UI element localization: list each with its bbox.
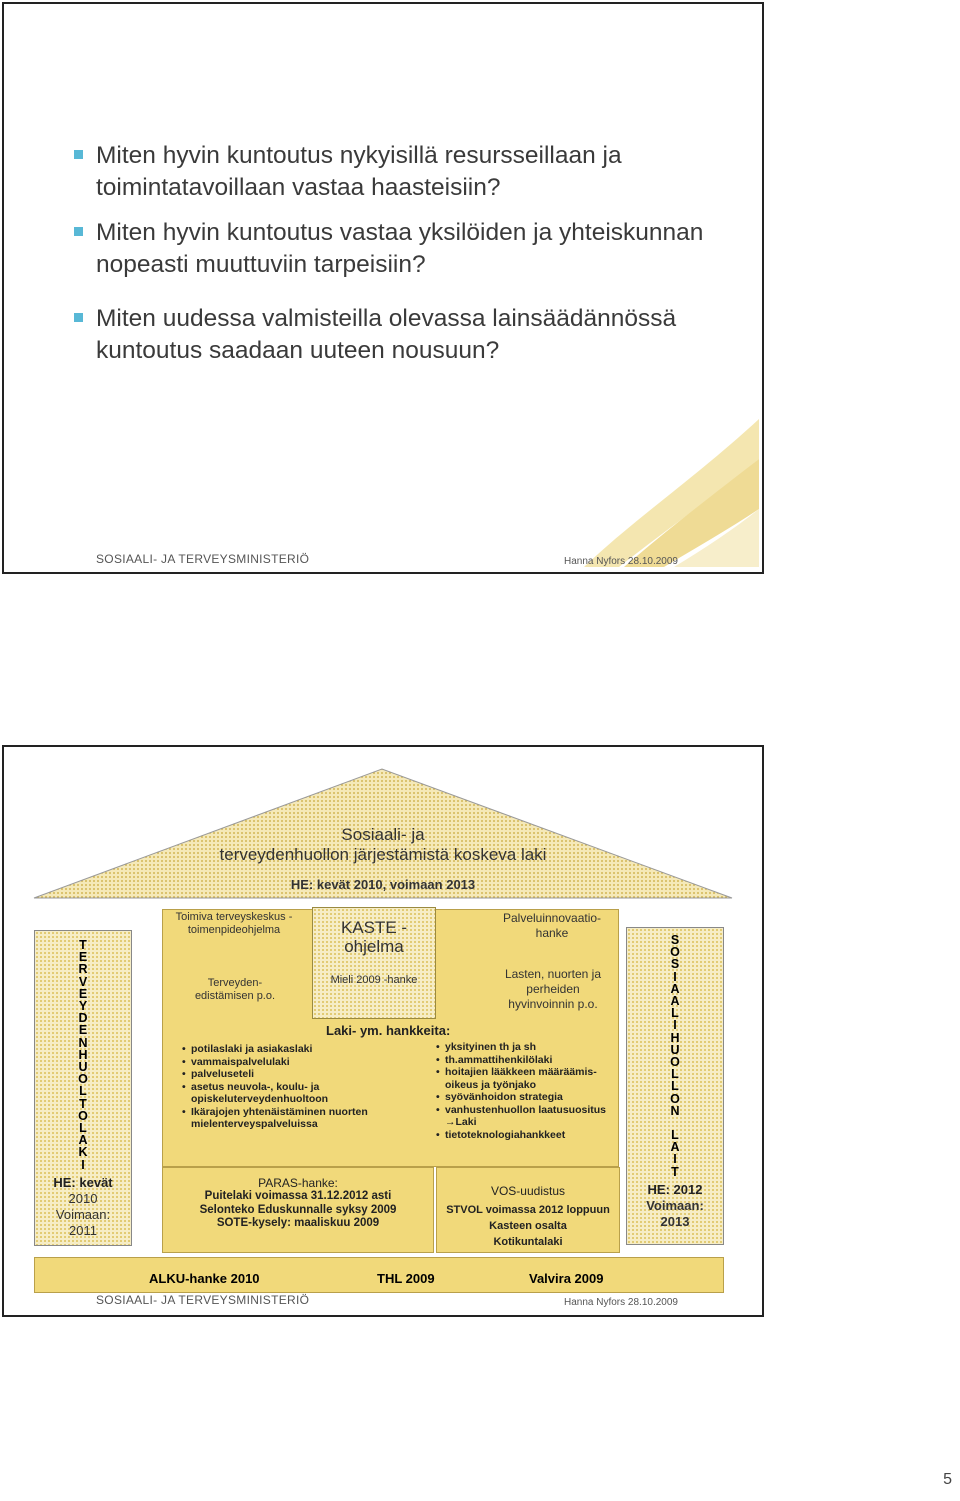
law-list-left (182, 1043, 402, 1131)
roof-subtitle: HE: kevät 2010, voimaan 2013 (290, 877, 476, 892)
list-item: • vanhustenhuollon laatusuositus →Laki (436, 1104, 621, 1129)
kaste-box: KASTE -ohjelma Mieli 2009 -hanke (312, 907, 436, 1019)
square-bullet-icon (74, 227, 83, 236)
law-list-right (436, 1041, 621, 1141)
palveluinnovaatio-label: Palveluinnovaatio-hanke (502, 911, 602, 940)
decorative-swoosh-icon (564, 399, 764, 569)
author-date-footer: Hanna Nyfors 28.10.2009 (564, 556, 678, 567)
pillar-letter: S (670, 933, 680, 947)
pillar-letter: Y (78, 999, 88, 1014)
list-item: • vammaispalvelulaki (182, 1056, 402, 1069)
roof-title: Sosiaali- ja terveydenhuollon järjestämistä koskeva laki (219, 825, 547, 864)
pillar-letter: O (670, 1091, 680, 1106)
text-line: SOTE-kysely: maaliskuu 2009 (216, 1217, 380, 1229)
bullet-item: Miten hyvin kuntoutus nykyisillä resursseillaan ja toimintatavoillaan vastaa haasteisiin? (74, 140, 714, 204)
pillar-letter: O (78, 1108, 88, 1123)
pillar-letter: I (81, 1157, 85, 1172)
pillar-vertical-text (35, 939, 131, 1171)
ministry-footer: SOSIAALI- JA TERVEYSMINISTERIÖ (96, 1293, 310, 1307)
list-item: • palveluseteli (182, 1068, 402, 1081)
text-line: Kasteen osalta (489, 1220, 567, 1232)
text-line: Kotikuntalaki (493, 1236, 563, 1248)
pillar-letter: T (79, 1096, 87, 1111)
list-item: • syövänhoidon strategia (436, 1091, 621, 1104)
pillar-letter: L (671, 1079, 679, 1094)
ministry-footer: SOSIAALI- JA TERVEYSMINISTERIÖ (96, 552, 310, 566)
pillar-letter: H (78, 1047, 88, 1062)
pillar-letter: R (78, 962, 88, 977)
pillar-letter: V (78, 974, 88, 989)
pillar-letter: L (671, 1006, 679, 1021)
pillar-letter: O (78, 1072, 88, 1087)
pillar-letter: I (673, 1152, 677, 1167)
text-line: Puitelaki voimassa 31.12.2012 asti (204, 1190, 392, 1202)
pillar-letter: A (670, 981, 680, 996)
pillar-letter: L (671, 1067, 679, 1082)
pillar-letter: N (78, 1035, 88, 1050)
square-bullet-icon (74, 313, 83, 322)
list-item: • asetus neuvola-, koulu- ja opiskeluterveydenhuoltoon (182, 1081, 402, 1106)
list-item: • hoitajien lääkkeen määräämis-oikeus ja työnjako (436, 1066, 621, 1091)
paras-box: PARAS-hanke: Puitelaki voimassa 31.12.2012 asti Selonteko Eduskunnalle syksy 2009 SOTE-kysely: maaliskuu 2009 (162, 1167, 434, 1253)
pillar-letter: L (79, 1084, 87, 1099)
author-date-footer: Hanna Nyfors 28.10.2009 (564, 1297, 678, 1308)
foundation-bar: ALKU-hanke 2010 THL 2009 Valvira 2009 (34, 1257, 724, 1293)
toimiva-terveyskeskus-label: Toimiva terveyskeskus -toimenpideohjelma (175, 911, 293, 936)
pillar-letter: H (670, 1030, 680, 1045)
pillar-letter: S (670, 957, 680, 972)
pillar-letter: A (670, 994, 680, 1009)
vos-box: VOS-uudistus STVOL voimassa 2012 loppuun Kasteen osalta Kotikuntalaki (436, 1167, 620, 1253)
pillar-letter: K (78, 1145, 88, 1160)
list-item: • Ikärajojen yhtenäistäminen nuorten mielenterveyspalveluissa (182, 1106, 402, 1131)
bullet-item: Miten uudessa valmisteilla olevassa lainsäädännössä kuntoutus saadaan uuteen nousuun? (74, 303, 714, 367)
page-number: 5 (943, 1471, 952, 1488)
slide-2 (2, 745, 764, 1317)
pillar-letter: L (79, 1121, 87, 1136)
bullet-item: Miten hyvin kuntoutus vastaa yksilöiden ja yhteiskunnan nopeasti muuttuviin tarpeisiin? (74, 217, 714, 281)
bullet-list (74, 140, 714, 380)
pillar-letter: T (79, 938, 87, 952)
laki-heading: Laki- ym. hankkeita: (326, 1023, 451, 1038)
pillar-letter: U (78, 1060, 88, 1075)
pillar-letter: E (78, 950, 88, 965)
pillar-letter: N (670, 1103, 680, 1118)
pillar-letter: O (670, 1055, 680, 1070)
pillar-letter: I (673, 1018, 677, 1033)
lasten-nuorten-label: Lasten, nuorten ja perheiden hyvinvoinnin p.o. (504, 967, 602, 1011)
pillar-letter: A (670, 1140, 680, 1155)
text-line: Selonteko Eduskunnalle syksy 2009 (199, 1203, 397, 1216)
left-pillar: T E R V E Y D E N H U O L T O L A K I HE: kevät 2010 Voimaan: 2011 (34, 930, 132, 1246)
pillar-letter: T (671, 1164, 679, 1179)
pillar-letter: I (673, 969, 677, 984)
text-line: STVOL voimassa 2012 loppuun (446, 1204, 610, 1216)
slide-1 (2, 2, 764, 574)
list-item: • potilaslaki ja asiakaslaki (182, 1043, 402, 1056)
pillar-letter: D (78, 1011, 88, 1026)
list-item: • th.ammattihenkilölaki (436, 1054, 621, 1067)
terveydenedistaminen-label: Terveyden-edistämisen p.o. (194, 977, 276, 1002)
pillar-vertical-text (627, 934, 723, 1117)
pillar-letter: A (78, 1133, 88, 1148)
pillar-letter: L (671, 1128, 679, 1143)
pillar-vertical-text (627, 1129, 723, 1178)
pillar-letter: O (670, 945, 680, 960)
list-item: • yksityinen th ja sh (436, 1041, 621, 1054)
pillar-letter: E (78, 986, 88, 1001)
pillar-letter: U (670, 1042, 680, 1057)
right-pillar: S O S I A A L I H U O L L O N L A I T HE: 2012 Voimaan: 2013 (626, 927, 724, 1245)
square-bullet-icon (74, 150, 83, 159)
list-item: • tietoteknologiahankkeet (436, 1129, 621, 1142)
pillar-letter: E (78, 1023, 88, 1038)
